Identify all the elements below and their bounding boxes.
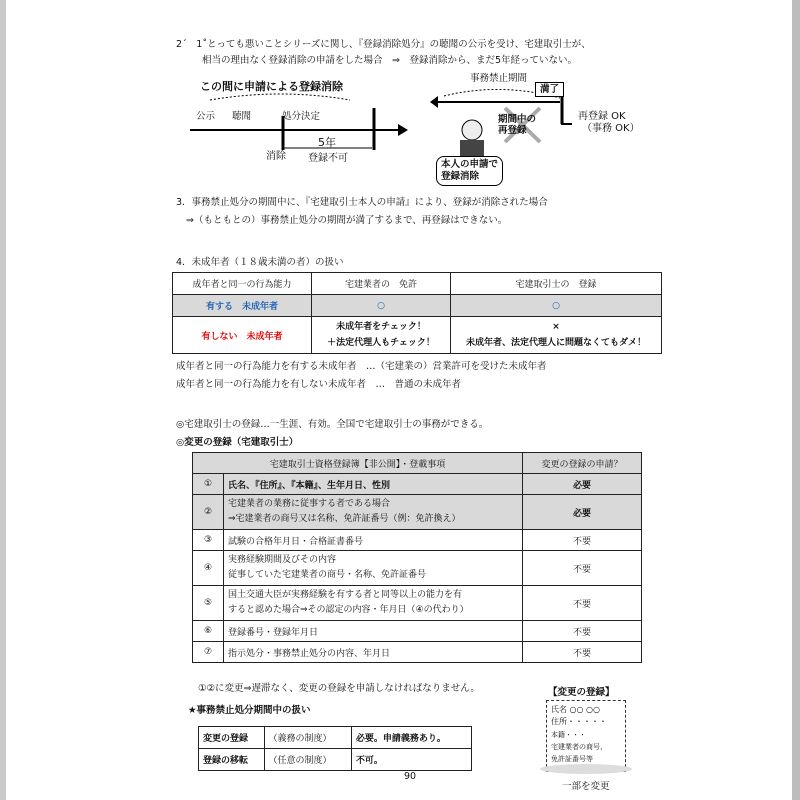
t2-item: 氏名、『住所』、『本籍』、生年月日、性別	[224, 474, 523, 495]
t2-need: 必要	[523, 495, 642, 530]
label-ok1: 再登録 OK	[578, 111, 626, 122]
label-kikan: 事務禁止期間	[470, 73, 528, 84]
t2-item: 宅建業者の業務に従事する者である場合 ⇒宅建業者の商号又は名称、免許証番号（例：免許換え）	[224, 495, 523, 530]
s3-line2: ⇒（もともとの）事務禁止処分の期間が満了するまで、再登録はできない。	[186, 215, 508, 226]
t2-item: 登録番号・登録年月日	[224, 621, 523, 642]
t2-num: ①	[193, 474, 224, 495]
t3-cell: （義務の制度）	[264, 727, 351, 749]
card-line5: 免許証番号等	[551, 755, 593, 763]
t1-head-2: 宅建取引士の 登録	[451, 273, 662, 295]
t2-item: 実務経験期間及びその内容 従事していた宅建業者の商号・名称、免許証番号	[224, 551, 523, 586]
t2-item: 指示処分・事務禁止処分の内容、年月日	[224, 642, 523, 663]
t2-th1-text: 宅建取引士資格登録簿【非公開】・登載事項	[269, 459, 446, 470]
t1-row2-2: × 未成年者、法定代理人に問題なくてもダメ！	[451, 317, 662, 354]
label-5nen: 5年	[318, 136, 336, 149]
t1-head-1: 宅建業者の 免許	[312, 273, 451, 295]
t1-row2-0: 有しない 未成年者	[173, 317, 312, 354]
change-table	[192, 452, 642, 663]
s2-line1: 2´ 1˚とっても悪いことシリーズに関し、『登録消除処分』の聴聞の公示を受け、宅建取引士が、	[176, 39, 591, 50]
t2-num: ②	[193, 495, 224, 530]
card-line1: 氏名 ○○ ○○	[551, 705, 601, 714]
t1-row1-1: ○	[312, 295, 451, 317]
s5-line1: ◎宅建取引士の登録…一生涯、有効。全国で宅建取引士の事務ができる。	[176, 419, 489, 430]
s4-note1: 成年者と同一の行為能力を有する未成年者 …（宅建業の）営業許可を受けた未成年者	[176, 361, 547, 372]
label-chomon: 聴聞	[232, 111, 252, 122]
t1-row2-1: 未成年者をチェック！ ＋法定代理人もチェック！	[312, 317, 451, 354]
diagram-title: この間に申請による登録消除	[200, 80, 343, 93]
t2-item: 試験の合格年月日・合格証書番号	[224, 530, 523, 551]
s4-note2: 成年者と同一の行為能力を有しない未成年者 … 普通の未成年者	[176, 379, 462, 390]
t2-num: ⑥	[193, 621, 224, 642]
t3-cell: 必要。申請義務あり。	[351, 727, 471, 749]
minor-table	[172, 272, 662, 354]
page-number: 90	[404, 771, 417, 782]
card-bottom: 一部を変更	[562, 781, 610, 792]
suspension-table	[198, 726, 472, 771]
t2-need: 不要	[523, 621, 642, 642]
t2-need: 不要	[523, 551, 642, 586]
t2-need: 必要	[523, 474, 642, 495]
label-manryo: 満了	[535, 82, 564, 97]
t2-num: ③	[193, 530, 224, 551]
card-line2: 住所・・・・・	[551, 717, 607, 726]
t3-cell: 登録の移転	[199, 749, 265, 771]
s2-line2: 相当の理由なく登録消除の申請をした場合 ⇒ 登録消除から、まだ5年経っていない。	[202, 55, 578, 66]
timeline-left	[180, 88, 410, 168]
t3-cell: 変更の登録	[199, 727, 265, 749]
s5-star: ★事務禁止処分期間中の扱い	[188, 705, 311, 716]
left-arrowhead	[430, 96, 438, 108]
timeline-arrowhead	[398, 124, 408, 136]
t1-head-0: 成年者と同一の行為能力	[173, 273, 312, 295]
t2-num: ⑤	[193, 586, 224, 621]
card-shadow	[540, 764, 632, 774]
label-fuka: 登録不可	[308, 153, 348, 164]
t2-th2: 変更の登録の申請？	[523, 453, 642, 474]
t1-row1-0: 有する 未成年者	[173, 295, 312, 317]
card-line4: 宅建業者の商号、	[551, 743, 607, 751]
s5-after: ①②に変更⇒遅滞なく、変更の登録を申請しなければなりません。	[198, 683, 480, 694]
s3-line1: 3．事務禁止処分の期間中に、『宅建取引士本人の申請』により、登録が消除された場合	[176, 197, 548, 208]
person-body	[460, 140, 484, 156]
t2-num: ④	[193, 551, 224, 586]
t2-item: 国土交通大臣が実務経験を有する者と同等以上の能力を有 すると認めた場合⇒その認定の内容・年月日（④の代わり）	[224, 586, 523, 621]
card-title: 【変更の登録】	[548, 687, 615, 698]
person-head	[462, 120, 482, 140]
s4-heading: 4．未成年者（１８歳未満の者）の扱い	[176, 257, 344, 268]
t2-need: 不要	[523, 586, 642, 621]
card-line3: 本籍・・・	[551, 731, 586, 739]
label-shobun: 処分決定	[282, 111, 321, 122]
label-honnin: 本人の申請で 登録消除	[436, 156, 503, 186]
s5-heading: ◎変更の登録（宅建取引士）	[176, 437, 299, 448]
t3-cell: 不可。	[351, 749, 471, 771]
card-box	[546, 700, 626, 772]
t2-need: 不要	[523, 642, 642, 663]
t2-num: ⑦	[193, 642, 224, 663]
label-shojo: 消除	[266, 151, 286, 162]
t2-th1	[193, 453, 523, 474]
label-ok2: （事務 OK）	[582, 123, 640, 134]
label-mid: 期間中の 再登録	[498, 114, 537, 136]
label-koji: 公示	[196, 111, 216, 122]
t3-cell: （任意の制度）	[264, 749, 351, 771]
t1-row1-2: ○	[451, 295, 662, 317]
dotted-arc	[210, 94, 350, 100]
t2-need: 不要	[523, 530, 642, 551]
